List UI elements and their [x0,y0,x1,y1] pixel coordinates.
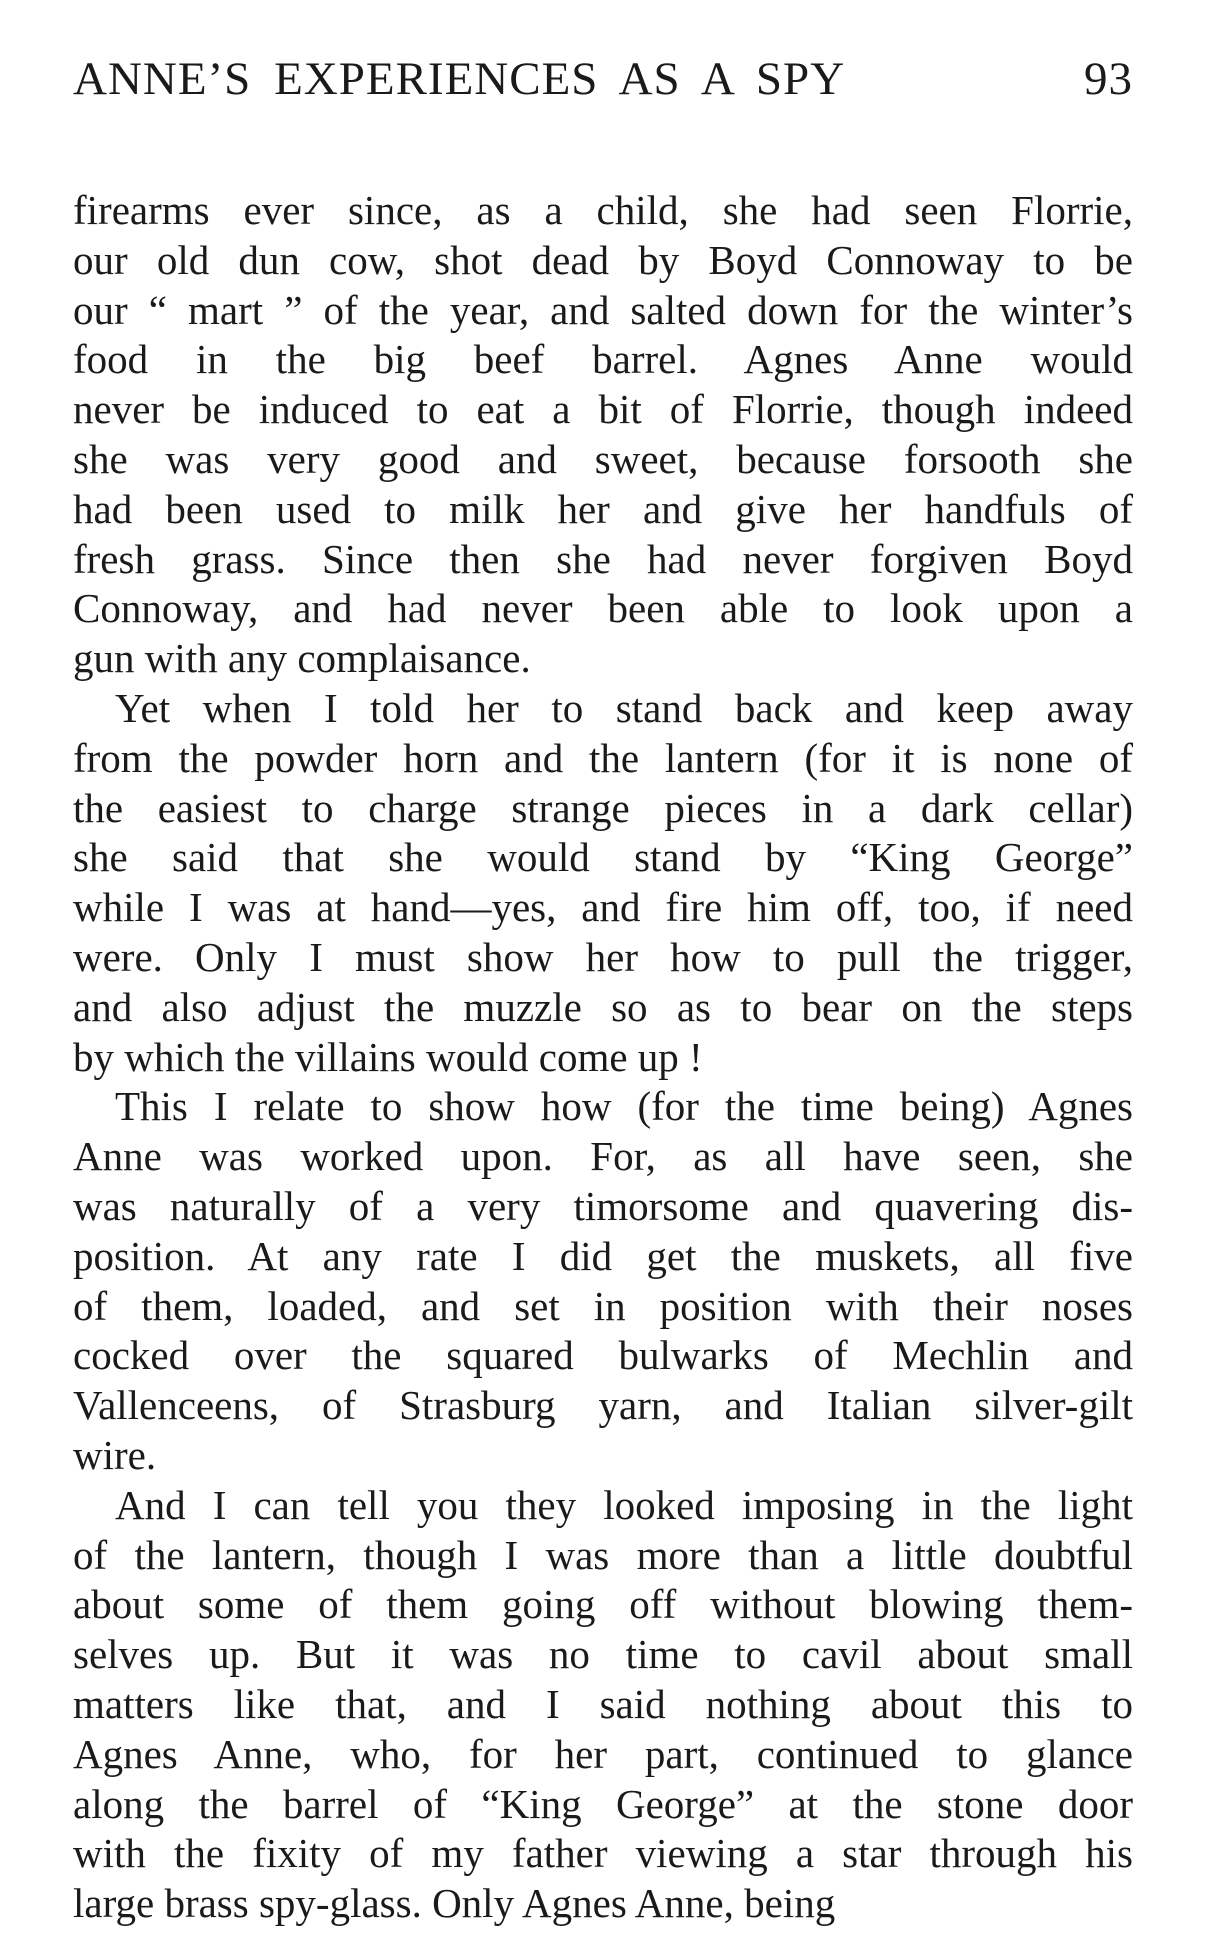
running-title: ANNE’S EXPERIENCES AS A SPY [73,53,846,105]
text-line: Vallenceens, of Strasburg yarn, and Italian silver-gilt [73,1382,1133,1429]
text-line: and also adjust the muzzle so as to bear on the steps [73,983,1133,1030]
paragraph [73,1481,1133,1929]
text-line: with the fixity of my father viewing a star through his [73,1830,1133,1877]
text-line: while I was at hand—yes, and fire him off, too, if need [73,884,1133,931]
text-line: large brass spy-glass. Only Agnes Anne, being [73,1880,836,1927]
text-line: by which the villains would come up ! [73,1033,703,1080]
paragraph [73,1082,1133,1480]
text-line: Anne was worked upon. For, as all have seen, she [73,1133,1133,1180]
text-line: along the barrel of “King George” at the stone door [73,1780,1133,1827]
text-line: firearms ever since, as a child, she had seen Florrie, [73,187,1133,233]
text-line: position. At any rate I did get the muskets, all five [73,1232,1133,1279]
text-line: our old dun cow, shot dead by Boyd Connoway to be [73,236,1133,283]
running-head [73,48,1133,110]
text-line: about some of them going off without blowing them- [73,1581,1133,1628]
text-line: from the powder horn and the lantern (for it is none of [73,734,1133,781]
text-line: matters like that, and I said nothing about this to [73,1680,1133,1727]
text-line: our “ mart ” of the year, and salted down for the winter’s [73,286,1133,333]
text-line: of the lantern, though I was more than a little doubtful [73,1531,1133,1578]
text-line: never be induced to eat a bit of Florrie, though indeed [73,386,1133,433]
text-line: food in the big beef barrel. Agnes Anne would [73,336,1133,383]
text-line: wire. [73,1431,157,1478]
text-line: cocked over the squared bulwarks of Mechlin and [73,1332,1133,1379]
text-line: gun with any complaisance. [73,635,531,682]
text-line: Agnes Anne, who, for her part, continued to glance [73,1730,1133,1777]
text-line: was naturally of a very timorsome and quavering dis- [73,1182,1133,1229]
book-page [73,48,1133,1929]
text-line: fresh grass. Since then she had never forgiven Boyd [73,535,1133,582]
text-line: And I can tell you they looked imposing in the light [115,1481,1133,1528]
text-line: she said that she would stand by “King George” [73,834,1133,881]
paragraph [73,186,1133,684]
text-line: had been used to milk her and give her handfuls of [73,485,1133,532]
text-line: of them, loaded, and set in position with their noses [73,1282,1133,1329]
text-line: This I relate to show how (for the time being) Agnes [115,1083,1133,1130]
text-line: Yet when I told her to stand back and keep away [115,684,1133,731]
paragraph [73,684,1133,1082]
page-number: 93 [1084,53,1133,105]
text-line: Connoway, and had never been able to look upon a [73,585,1133,632]
text-line: the easiest to charge strange pieces in a dark cellar) [73,784,1133,831]
text-line: were. Only I must show her how to pull the trigger, [73,933,1133,980]
text-line: she was very good and sweet, because forsooth she [73,435,1133,482]
text-line: selves up. But it was no time to cavil about small [73,1631,1133,1678]
body-text [73,186,1133,1929]
